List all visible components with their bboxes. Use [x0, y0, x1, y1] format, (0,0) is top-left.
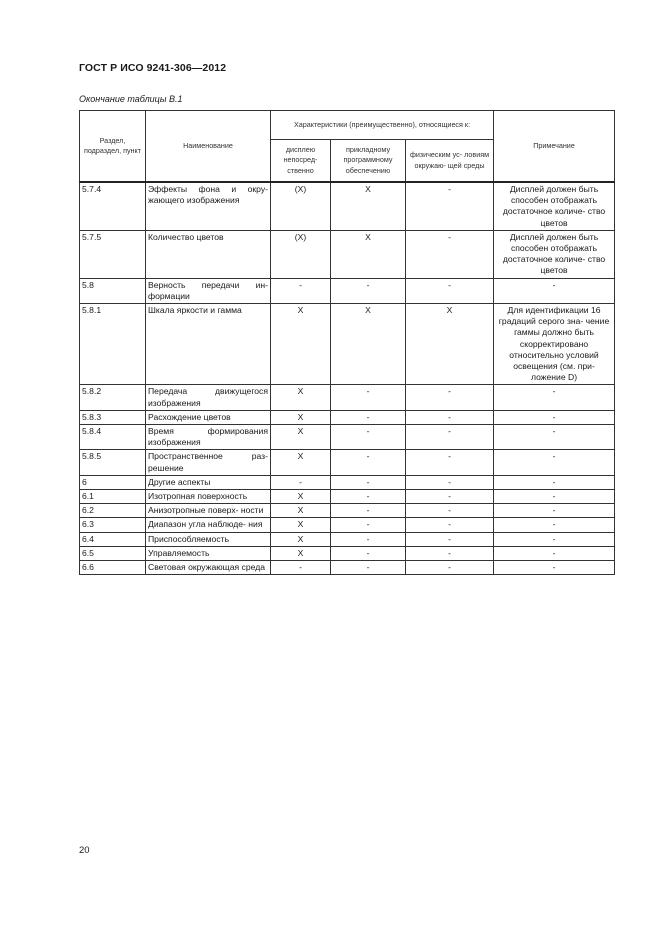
row-display-mark: - — [271, 475, 331, 489]
row-section-number: 5.7.4 — [80, 182, 146, 230]
row-display-mark: X — [271, 425, 331, 450]
table-row — [80, 385, 615, 410]
row-section-number: 5.8.2 — [80, 385, 146, 410]
row-software-mark: - — [331, 410, 406, 424]
table-row — [80, 450, 615, 475]
row-software-mark: - — [331, 475, 406, 489]
page-number: 20 — [79, 845, 90, 856]
row-section-number: 6.5 — [80, 546, 146, 560]
row-environment-mark: - — [406, 425, 494, 450]
row-section-number: 5.8.1 — [80, 304, 146, 385]
row-section-number: 5.8.4 — [80, 425, 146, 450]
row-name: Передача движущегося изображения — [146, 385, 271, 410]
row-section-number: 5.8.3 — [80, 410, 146, 424]
row-software-mark: - — [331, 532, 406, 546]
table-row — [80, 518, 615, 532]
row-name: Эффекты фона и окру- жающего изображения — [146, 182, 271, 230]
row-note: - — [494, 475, 615, 489]
row-environment-mark: - — [406, 532, 494, 546]
row-display-mark: - — [271, 561, 331, 575]
row-name: Количество цветов — [146, 230, 271, 278]
row-display-mark: - — [271, 278, 331, 303]
header-environment: физическим ус- ловиям окружаю- щей среды — [406, 140, 494, 183]
row-display-mark: X — [271, 450, 331, 475]
row-note: - — [494, 561, 615, 575]
table-row — [80, 546, 615, 560]
table-row — [80, 278, 615, 303]
row-note: - — [494, 278, 615, 303]
row-name: Приспособляемость — [146, 532, 271, 546]
header-characteristics: Характеристики (преимущественно), относящиеся к: — [271, 111, 494, 140]
row-software-mark: - — [331, 561, 406, 575]
row-name: Другие аспекты — [146, 475, 271, 489]
row-name: Верность передачи ин- формации — [146, 278, 271, 303]
row-section-number: 5.7.5 — [80, 230, 146, 278]
row-display-mark: X — [271, 546, 331, 560]
header-display: дисплею непосред- ственно — [271, 140, 331, 183]
row-section-number: 6.3 — [80, 518, 146, 532]
row-section-number: 6.6 — [80, 561, 146, 575]
row-section-number: 6.4 — [80, 532, 146, 546]
row-software-mark: X — [331, 182, 406, 230]
table-row — [80, 410, 615, 424]
row-name: Световая окружающая среда — [146, 561, 271, 575]
row-note: - — [494, 425, 615, 450]
row-environment-mark: - — [406, 518, 494, 532]
row-display-mark: (X) — [271, 182, 331, 230]
row-name: Анизотропные поверх- ности — [146, 504, 271, 518]
header-section: Раздел, подраздел, пункт — [80, 111, 146, 183]
table-row — [80, 561, 615, 575]
row-name: Диапазон угла наблюде- ния — [146, 518, 271, 532]
row-name: Шкала яркости и гамма — [146, 304, 271, 385]
row-note: - — [494, 410, 615, 424]
table-row — [80, 182, 615, 230]
row-environment-mark: - — [406, 561, 494, 575]
row-software-mark: - — [331, 490, 406, 504]
row-note: Дисплей должен быть способен отображать достаточное количе- ство цветов — [494, 182, 615, 230]
row-section-number: 6.1 — [80, 490, 146, 504]
row-section-number: 6 — [80, 475, 146, 489]
row-software-mark: - — [331, 385, 406, 410]
table-row — [80, 532, 615, 546]
row-software-mark: - — [331, 278, 406, 303]
row-environment-mark: - — [406, 546, 494, 560]
header-software: прикладному программному обеспечению — [331, 140, 406, 183]
row-note: - — [494, 504, 615, 518]
table-row — [80, 230, 615, 278]
row-software-mark: - — [331, 504, 406, 518]
header-name: Наименование — [146, 111, 271, 183]
row-software-mark: - — [331, 546, 406, 560]
row-display-mark: X — [271, 304, 331, 385]
table-row — [80, 425, 615, 450]
row-name: Расхождение цветов — [146, 410, 271, 424]
row-note: - — [494, 450, 615, 475]
table-body — [80, 182, 615, 575]
row-note: - — [494, 532, 615, 546]
table-row — [80, 304, 615, 385]
row-name: Управляемость — [146, 546, 271, 560]
row-environment-mark: - — [406, 230, 494, 278]
row-section-number: 5.8.5 — [80, 450, 146, 475]
row-name: Изотропная поверхность — [146, 490, 271, 504]
row-display-mark: X — [271, 490, 331, 504]
row-section-number: 6.2 — [80, 504, 146, 518]
row-display-mark: X — [271, 410, 331, 424]
header-note: Примечание — [494, 111, 615, 183]
row-note: Дисплей должен быть способен отображать достаточное количе- ство цветов — [494, 230, 615, 278]
row-display-mark: X — [271, 532, 331, 546]
row-environment-mark: - — [406, 410, 494, 424]
row-display-mark: X — [271, 518, 331, 532]
row-name: Время формирования изображения — [146, 425, 271, 450]
row-section-number: 5.8 — [80, 278, 146, 303]
row-note: - — [494, 490, 615, 504]
row-environment-mark: - — [406, 182, 494, 230]
row-software-mark: - — [331, 518, 406, 532]
row-software-mark: X — [331, 230, 406, 278]
row-environment-mark: - — [406, 450, 494, 475]
row-note: - — [494, 518, 615, 532]
row-environment-mark: - — [406, 385, 494, 410]
row-note: - — [494, 546, 615, 560]
row-environment-mark: - — [406, 504, 494, 518]
table-row — [80, 475, 615, 489]
row-name: Пространственное раз- решение — [146, 450, 271, 475]
table-caption: Окончание таблицы В.1 — [79, 94, 183, 104]
table-row — [80, 504, 615, 518]
row-display-mark: X — [271, 504, 331, 518]
row-environment-mark: - — [406, 490, 494, 504]
row-software-mark: - — [331, 450, 406, 475]
table-row — [80, 490, 615, 504]
row-software-mark: X — [331, 304, 406, 385]
row-environment-mark: X — [406, 304, 494, 385]
row-software-mark: - — [331, 425, 406, 450]
row-note: Для идентификации 16 градаций серого зна- чение гаммы должно быть скорректировано относительно условий освещения (см. при- ложение D) — [494, 304, 615, 385]
row-environment-mark: - — [406, 278, 494, 303]
row-environment-mark: - — [406, 475, 494, 489]
row-note: - — [494, 385, 615, 410]
row-display-mark: X — [271, 385, 331, 410]
row-display-mark: (X) — [271, 230, 331, 278]
characteristics-table — [79, 110, 615, 575]
document-title: ГОСТ Р ИСО 9241-306—2012 — [79, 62, 227, 74]
